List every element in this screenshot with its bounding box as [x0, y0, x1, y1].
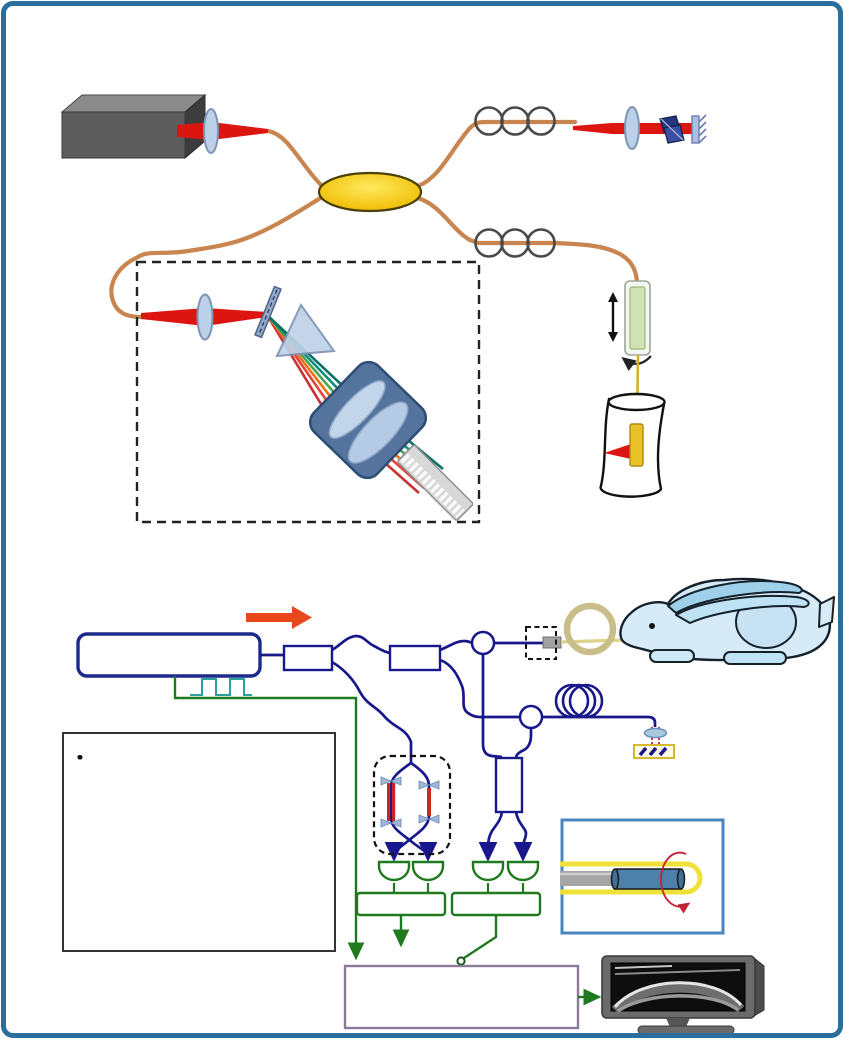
fiber-coupler-5050: [319, 173, 421, 211]
mzi-arms: [391, 763, 429, 858]
fiber-coil-icon: [556, 685, 602, 717]
circulator-2: [520, 706, 542, 728]
specs-box: [62, 732, 336, 952]
probe-connector: [543, 637, 561, 648]
collimator-lens-spectrometer: [198, 295, 213, 340]
detector-3: [473, 862, 503, 880]
coupler-5050b-box: [496, 758, 522, 812]
collimator-lens-reference: [625, 107, 639, 149]
collimator-lens-laser: [204, 109, 218, 153]
da-box-1: [357, 893, 445, 915]
coupler-955-box: [390, 646, 440, 670]
mirror-icon: [692, 115, 706, 143]
inset-probe-detail: [560, 820, 723, 933]
probe-coil-icon: [567, 606, 613, 652]
detector-4: [508, 862, 538, 880]
detectors: [379, 862, 538, 893]
detector-1: [379, 862, 409, 880]
circulator-1: [472, 632, 494, 654]
swept-source-box: [78, 634, 260, 676]
switch-contact: [457, 957, 464, 964]
rotary-junction-icon: [625, 281, 650, 355]
detector-2: [413, 862, 443, 880]
rabbit-illustration: [620, 579, 834, 664]
source-arrow: [246, 606, 312, 629]
laser-beam: [177, 122, 268, 140]
monitor: [602, 956, 764, 1034]
prism-icon: [277, 305, 334, 356]
microprobe-rod: [630, 424, 643, 466]
translation-arrow: [608, 292, 618, 342]
rm-mirror-icon: [634, 745, 674, 758]
daq-box: [345, 966, 578, 1028]
rm-collimator-lens: [645, 729, 667, 738]
switch-blade: [464, 915, 496, 958]
fiber-coupler-to-spectrometer: [111, 197, 322, 317]
trigger-pulse-icon: [190, 679, 252, 695]
prism-pair-icon: [660, 116, 684, 143]
fiber-laser-to-coupler: [268, 131, 322, 186]
da-box-2: [452, 893, 540, 915]
coupler-973-box: [284, 646, 332, 670]
